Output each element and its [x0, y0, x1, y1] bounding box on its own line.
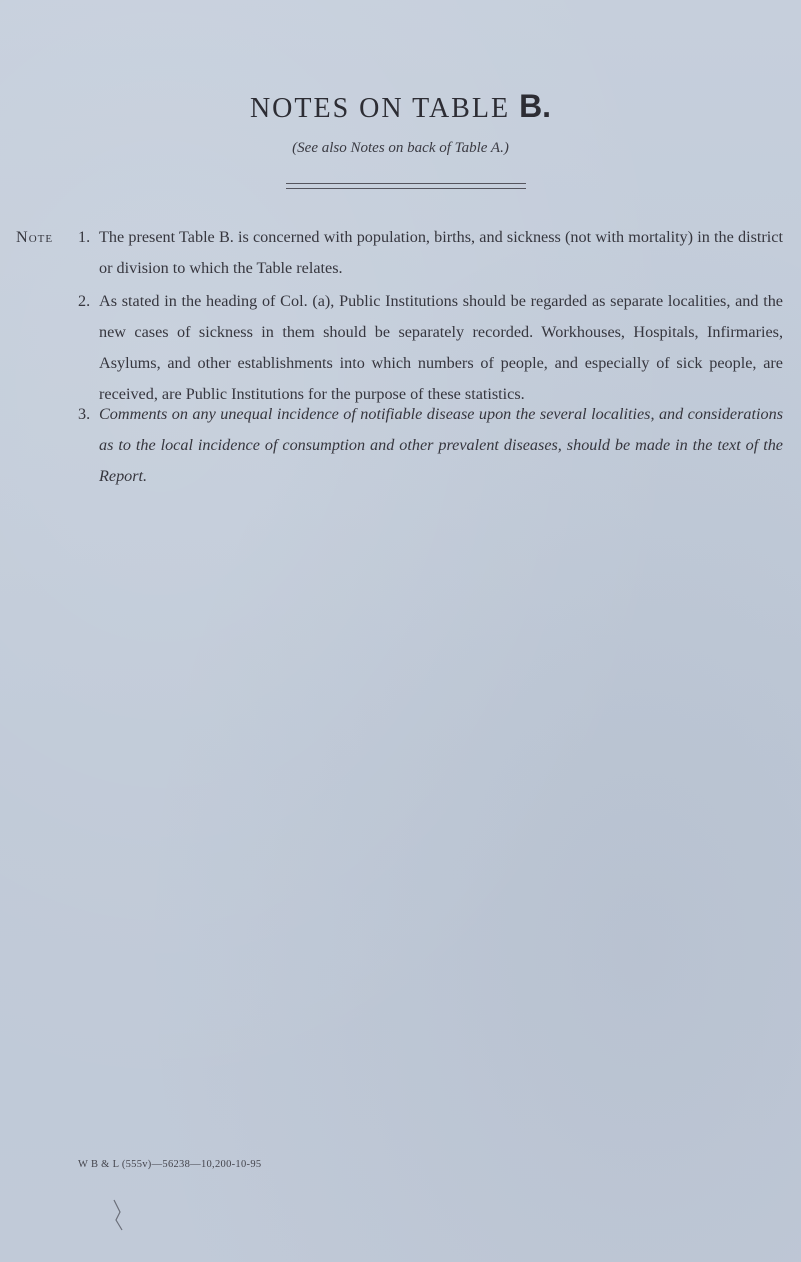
note-text-content: As stated in the heading of Col. (a), Public Institutions should be regarded as separate localities, and the new cases of sickness in them should be separately recorded. Workhouses, Hospitals, Infirmaries, Asylums, and other establishments into which numbers of people, and especially of sick people, are received, are Public Institutions for the purpose of these statistics.	[99, 292, 783, 403]
note-lead-label: Note	[16, 228, 54, 246]
note-text	[99, 286, 783, 410]
note-text-content: Comments on any unequal incidence of notifiable disease upon the several localities, and considerations as to the local incidence of consumption and other prevalent diseases, should be made in the text of the Report.	[99, 405, 783, 485]
title-letter: B.	[519, 88, 552, 124]
note-text	[99, 399, 783, 492]
pencil-mark-icon	[110, 1198, 132, 1238]
note-number: 2.	[78, 292, 91, 310]
note-number: 3.	[78, 405, 91, 423]
title-divider	[286, 183, 526, 189]
note-text-content: The present Table B. is concerned with population, births, and sickness (not with mortality) in the district or division to which the Table relates.	[99, 228, 783, 277]
note-text	[99, 222, 783, 284]
page-title	[0, 88, 801, 125]
title-prefix: NOTES ON TABLE	[249, 93, 511, 124]
page-subtitle: (See also Notes on back of Table A.)	[292, 140, 509, 156]
printer-imprint: W B & L (555v)—56238—10,200-10-95	[78, 1159, 262, 1170]
note-number: 1.	[78, 228, 91, 246]
